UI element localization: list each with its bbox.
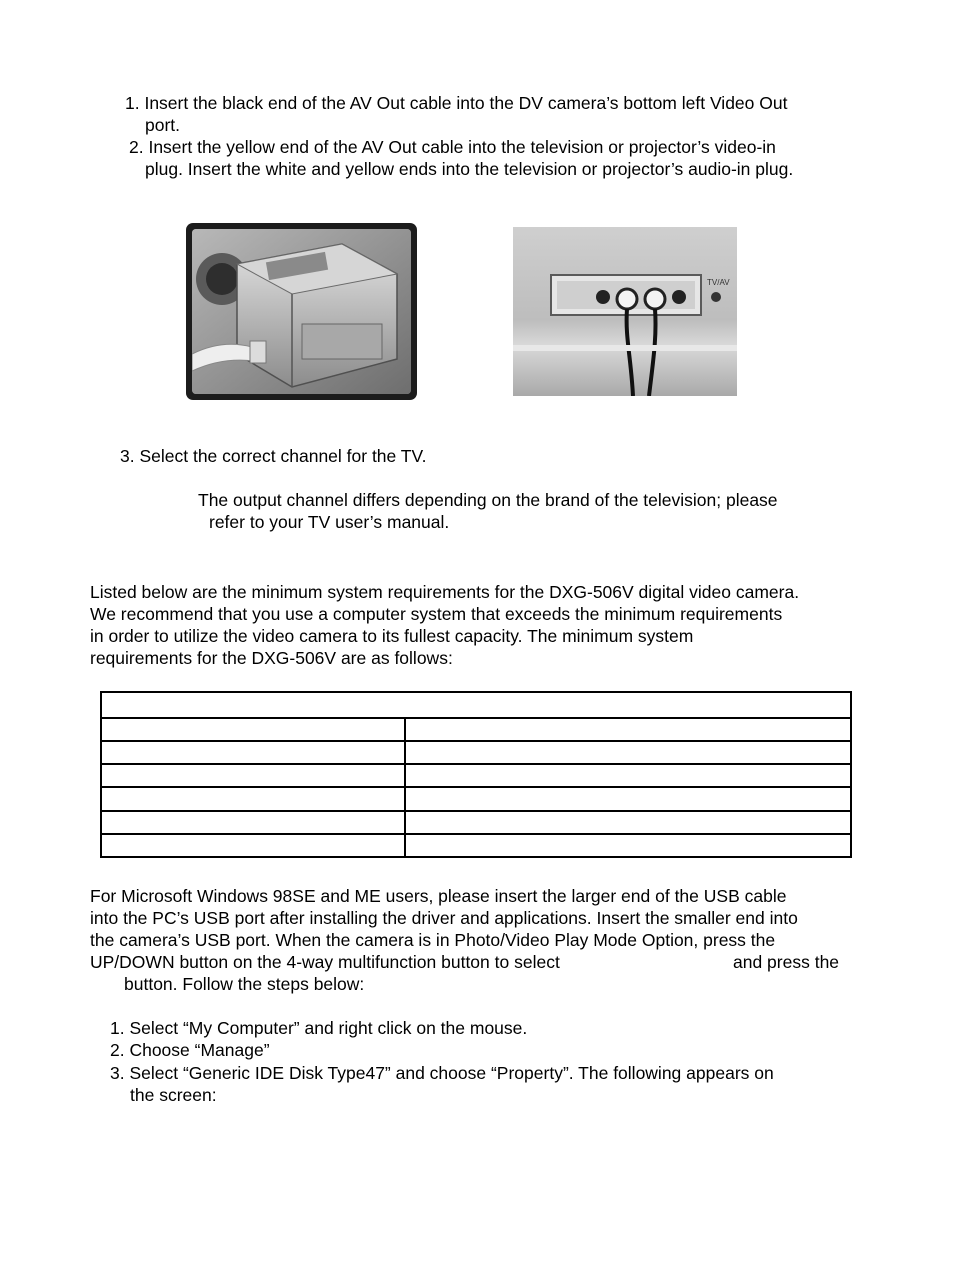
- table-row: [101, 811, 851, 834]
- note-line2: refer to your TV user’s manual.: [209, 512, 450, 532]
- windows-para-line1: For Microsoft Windows 98SE and ME users, please insert the larger end of the USB cable: [90, 886, 787, 906]
- windows-para-line2: into the PC’s USB port after installing the driver and applications. Insert the smaller end into: [90, 908, 798, 928]
- windows-para-line5: button. Follow the steps below:: [124, 974, 365, 994]
- table-cell: [101, 834, 405, 857]
- table-cell: [405, 787, 851, 810]
- camera-illustration: [192, 229, 411, 394]
- table-cell: [101, 741, 405, 764]
- tv-label-text: TV/AV: [707, 278, 730, 287]
- table-cell: [101, 764, 405, 787]
- tv-av-panel-photo: [513, 227, 737, 396]
- note-line1: The output channel differs depending on the brand of the television; please: [198, 490, 778, 510]
- table-cell: [405, 834, 851, 857]
- windows-para-line4-end: and press the: [733, 952, 840, 972]
- table-row: [101, 741, 851, 764]
- windows-para-line3: the camera’s USB port. When the camera is in Photo/Video Play Mode Option, press the: [90, 930, 776, 950]
- tv-panel-illustration: [513, 227, 737, 396]
- windows-para-line4: UP/DOWN button on the 4-way multifunction button to select: [90, 952, 560, 972]
- table-cell: [101, 787, 405, 810]
- pc-step3-line1: 3. Select “Generic IDE Disk Type47” and choose “Property”. The following appears on: [110, 1063, 774, 1083]
- table-row: [101, 764, 851, 787]
- table-cell: [405, 764, 851, 787]
- req-intro-line1: Listed below are the minimum system requirements for the DXG-506V digital video camera.: [90, 582, 800, 602]
- table-cell: [101, 718, 405, 741]
- req-intro-line3: in order to utilize the video camera to its fullest capacity. The minimum system: [90, 626, 694, 646]
- av-step2-line1: 2. Insert the yellow end of the AV Out cable into the television or projector’s video-in: [129, 137, 776, 157]
- av-step1-line1: 1. Insert the black end of the AV Out cable into the DV camera’s bottom left Video Out: [125, 93, 788, 113]
- table-cell: [405, 718, 851, 741]
- table-header-row: [101, 692, 851, 718]
- table-cell: [405, 811, 851, 834]
- table-cell: [405, 741, 851, 764]
- camera-photo: [186, 223, 417, 400]
- table-row: [101, 787, 851, 810]
- table-row: [101, 834, 851, 857]
- pc-step3-line2: the screen:: [130, 1085, 217, 1105]
- requirements-table: [100, 691, 852, 858]
- req-intro-line4: requirements for the DXG-506V are as follows:: [90, 648, 453, 668]
- req-intro-line2: We recommend that you use a computer system that exceeds the minimum requirements: [90, 604, 783, 624]
- av-step2-line2: plug. Insert the white and yellow ends into the television or projector’s audio-in plug.: [145, 159, 794, 179]
- table-row: [101, 718, 851, 741]
- table-cell: [101, 811, 405, 834]
- table-header-cell: [101, 692, 851, 718]
- pc-step2: 2. Choose “Manage”: [110, 1040, 270, 1060]
- av-step1-line2: port.: [145, 115, 181, 135]
- step3-text: 3. Select the correct channel for the TV.: [120, 446, 427, 466]
- pc-step1: 1. Select “My Computer” and right click on the mouse.: [110, 1018, 528, 1038]
